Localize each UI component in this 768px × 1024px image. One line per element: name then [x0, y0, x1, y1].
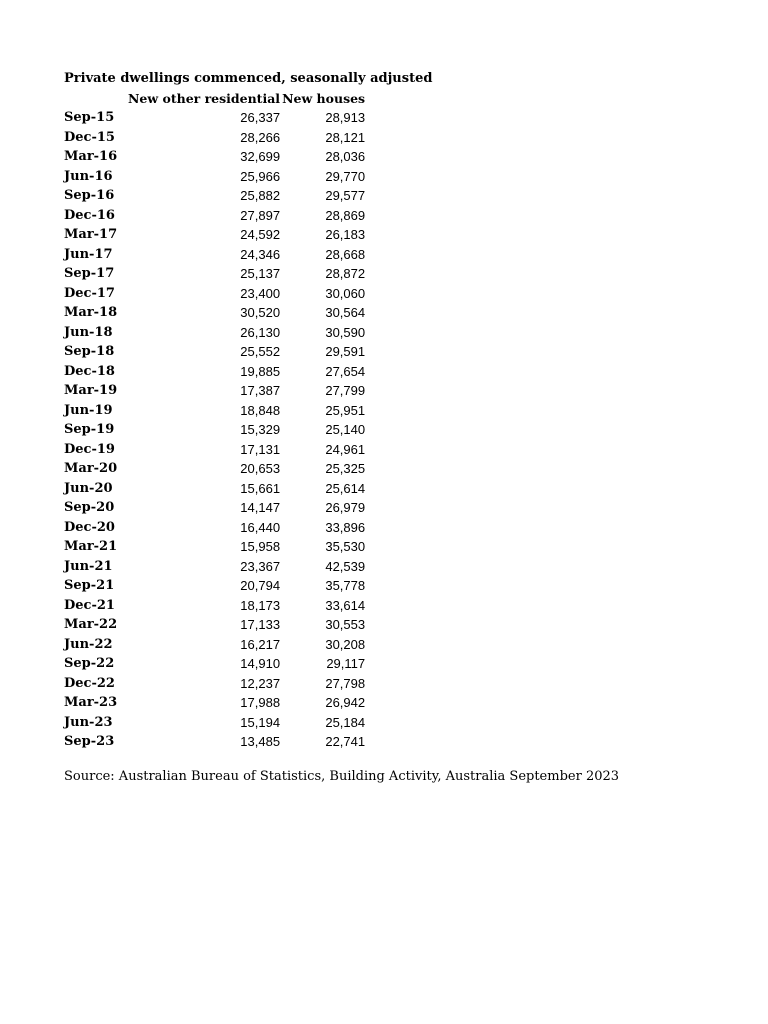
row-new-houses: 30,553 — [325, 617, 366, 632]
row-new-other-residential: 26,337 — [240, 110, 281, 125]
row-new-houses: 28,869 — [325, 207, 366, 223]
table-row — [64, 498, 367, 518]
row-period: Dec-18 — [64, 363, 115, 379]
row-period: Dec-22 — [64, 675, 115, 691]
row-new-houses: 25,951 — [325, 402, 366, 418]
row-period: Jun-18 — [64, 324, 113, 340]
row-new-other-residential: 15,329 — [240, 422, 281, 437]
row-new-other-residential: 12,237 — [240, 675, 281, 691]
row-new-houses: 27,654 — [325, 363, 366, 379]
table-title: Private dwellings commenced, seasonally adjusted — [64, 71, 433, 86]
row-new-houses: 30,208 — [325, 636, 366, 652]
table-row — [64, 518, 367, 538]
row-new-houses: 35,530 — [325, 539, 366, 554]
row-new-other-residential: 20,653 — [240, 461, 281, 476]
row-new-houses: 29,591 — [325, 344, 366, 359]
row-period: Jun-20 — [64, 480, 113, 496]
row-new-other-residential: 15,661 — [240, 480, 281, 496]
row-new-houses: 26,183 — [325, 227, 366, 242]
table-row — [64, 303, 367, 323]
row-new-other-residential: 19,885 — [240, 363, 281, 379]
row-new-other-residential: 15,958 — [240, 539, 281, 554]
row-new-other-residential: 25,966 — [240, 168, 281, 184]
row-new-other-residential: 30,520 — [240, 305, 281, 320]
row-new-houses: 25,614 — [325, 480, 366, 496]
row-new-other-residential: 15,194 — [240, 714, 281, 730]
row-new-other-residential: 17,387 — [240, 383, 281, 398]
row-period: Sep-22 — [64, 656, 115, 671]
row-period: Mar-20 — [64, 461, 118, 476]
row-new-houses: 29,117 — [326, 656, 366, 671]
table-row — [64, 186, 367, 206]
row-new-other-residential: 32,699 — [240, 149, 281, 164]
row-new-houses: 33,614 — [325, 597, 366, 613]
row-new-houses: 28,036 — [325, 149, 366, 164]
table-row — [64, 693, 367, 713]
table-row — [64, 128, 367, 148]
row-period: Jun-19 — [64, 402, 113, 418]
table-row — [64, 459, 367, 479]
row-new-other-residential: 18,173 — [240, 597, 281, 613]
table-row — [64, 167, 367, 187]
row-period: Sep-19 — [64, 422, 115, 437]
row-period: Mar-16 — [64, 149, 118, 164]
table-header-row — [64, 89, 367, 109]
row-new-other-residential: 17,133 — [240, 617, 281, 632]
row-new-houses: 27,798 — [325, 675, 366, 691]
row-period: Sep-21 — [64, 578, 115, 593]
table-row — [64, 713, 367, 733]
row-new-houses: 30,564 — [325, 305, 366, 320]
table-row — [64, 420, 367, 440]
row-period: Dec-20 — [64, 519, 115, 535]
table-row — [64, 440, 367, 460]
table-body — [64, 108, 367, 752]
table-row — [64, 108, 367, 128]
row-new-other-residential: 14,147 — [240, 500, 281, 515]
table-row — [64, 654, 367, 674]
row-new-other-residential: 23,400 — [240, 285, 281, 301]
row-period: Jun-22 — [64, 636, 113, 652]
row-new-other-residential: 25,552 — [240, 344, 281, 359]
table-row — [64, 615, 367, 635]
row-new-other-residential: 14,910 — [240, 656, 281, 671]
row-new-houses: 30,590 — [325, 324, 366, 340]
row-period: Mar-21 — [64, 539, 118, 554]
row-new-houses: 29,770 — [325, 168, 366, 184]
row-new-other-residential: 24,592 — [240, 227, 281, 242]
row-new-houses: 35,778 — [325, 578, 366, 593]
row-period: Sep-23 — [64, 734, 115, 749]
row-new-other-residential: 13,485 — [240, 734, 281, 749]
table-row — [64, 342, 367, 362]
row-new-other-residential: 26,130 — [240, 324, 281, 340]
row-period: Jun-16 — [64, 168, 113, 184]
table-row — [64, 381, 367, 401]
row-period: Dec-17 — [64, 285, 115, 301]
row-period: Sep-15 — [64, 110, 115, 125]
row-new-houses: 28,121 — [325, 129, 366, 145]
row-period: Sep-20 — [64, 500, 115, 515]
table-row — [64, 206, 367, 226]
header-new-other-residential: New other residential — [128, 90, 281, 106]
row-new-houses: 26,979 — [325, 500, 366, 515]
table-row — [64, 147, 367, 167]
row-new-houses: 30,060 — [325, 285, 366, 301]
row-new-other-residential: 28,266 — [240, 129, 281, 145]
row-new-houses: 28,872 — [325, 266, 366, 281]
row-new-other-residential: 25,137 — [240, 266, 281, 281]
row-period: Mar-19 — [64, 383, 118, 398]
table-row — [64, 576, 367, 596]
table-row — [64, 537, 367, 557]
row-new-other-residential: 17,988 — [240, 695, 281, 710]
table-row — [64, 245, 367, 265]
row-new-houses: 22,741 — [325, 734, 366, 749]
row-new-other-residential: 16,217 — [240, 636, 281, 652]
data-table — [64, 89, 367, 752]
row-new-houses: 28,913 — [325, 110, 366, 125]
row-period: Dec-15 — [64, 129, 115, 145]
row-period: Sep-16 — [64, 188, 115, 203]
row-period: Dec-16 — [64, 207, 115, 223]
table-row — [64, 323, 367, 343]
row-new-other-residential: 17,131 — [240, 441, 281, 457]
row-new-houses: 29,577 — [325, 188, 366, 203]
row-period: Mar-23 — [64, 695, 118, 710]
table-row — [64, 225, 367, 245]
row-period: Mar-18 — [64, 305, 118, 320]
row-new-other-residential: 24,346 — [240, 246, 281, 262]
table-row — [64, 479, 367, 499]
table-row — [64, 674, 367, 694]
table-row — [64, 732, 367, 752]
row-new-other-residential: 18,848 — [240, 402, 281, 418]
row-period: Jun-21 — [64, 558, 113, 574]
table-row — [64, 557, 367, 577]
row-new-other-residential: 23,367 — [240, 558, 281, 574]
table-row — [64, 635, 367, 655]
table-row — [64, 264, 367, 284]
table-row — [64, 401, 367, 421]
row-period: Jun-17 — [64, 246, 113, 262]
row-period: Jun-23 — [64, 714, 113, 730]
row-new-houses: 28,668 — [325, 246, 366, 262]
table-row — [64, 362, 367, 382]
header-period — [64, 89, 128, 109]
row-new-other-residential: 20,794 — [240, 578, 281, 593]
row-new-houses: 25,325 — [325, 461, 366, 476]
table-row — [64, 284, 367, 304]
row-new-houses: 24,961 — [325, 441, 366, 457]
row-new-houses: 42,539 — [325, 558, 366, 574]
row-new-houses: 26,942 — [325, 695, 366, 710]
header-new-houses: New houses — [282, 90, 366, 106]
row-period: Sep-18 — [64, 344, 115, 359]
row-new-other-residential: 27,897 — [240, 207, 281, 223]
row-new-houses: 25,184 — [325, 714, 366, 730]
row-new-houses: 25,140 — [325, 422, 366, 437]
row-new-other-residential: 25,882 — [240, 188, 281, 203]
source-note: Source: Australian Bureau of Statistics, Building Activity, Australia September 2023 — [64, 769, 620, 784]
row-new-houses: 27,799 — [325, 383, 366, 398]
row-new-other-residential: 16,440 — [240, 519, 281, 535]
row-new-houses: 33,896 — [325, 519, 366, 535]
row-period: Dec-19 — [64, 441, 115, 457]
table-row — [64, 596, 367, 616]
row-period: Mar-22 — [64, 617, 118, 632]
row-period: Mar-17 — [64, 227, 118, 242]
row-period: Dec-21 — [64, 597, 115, 613]
document-body — [64, 69, 432, 752]
row-period: Sep-17 — [64, 266, 115, 281]
